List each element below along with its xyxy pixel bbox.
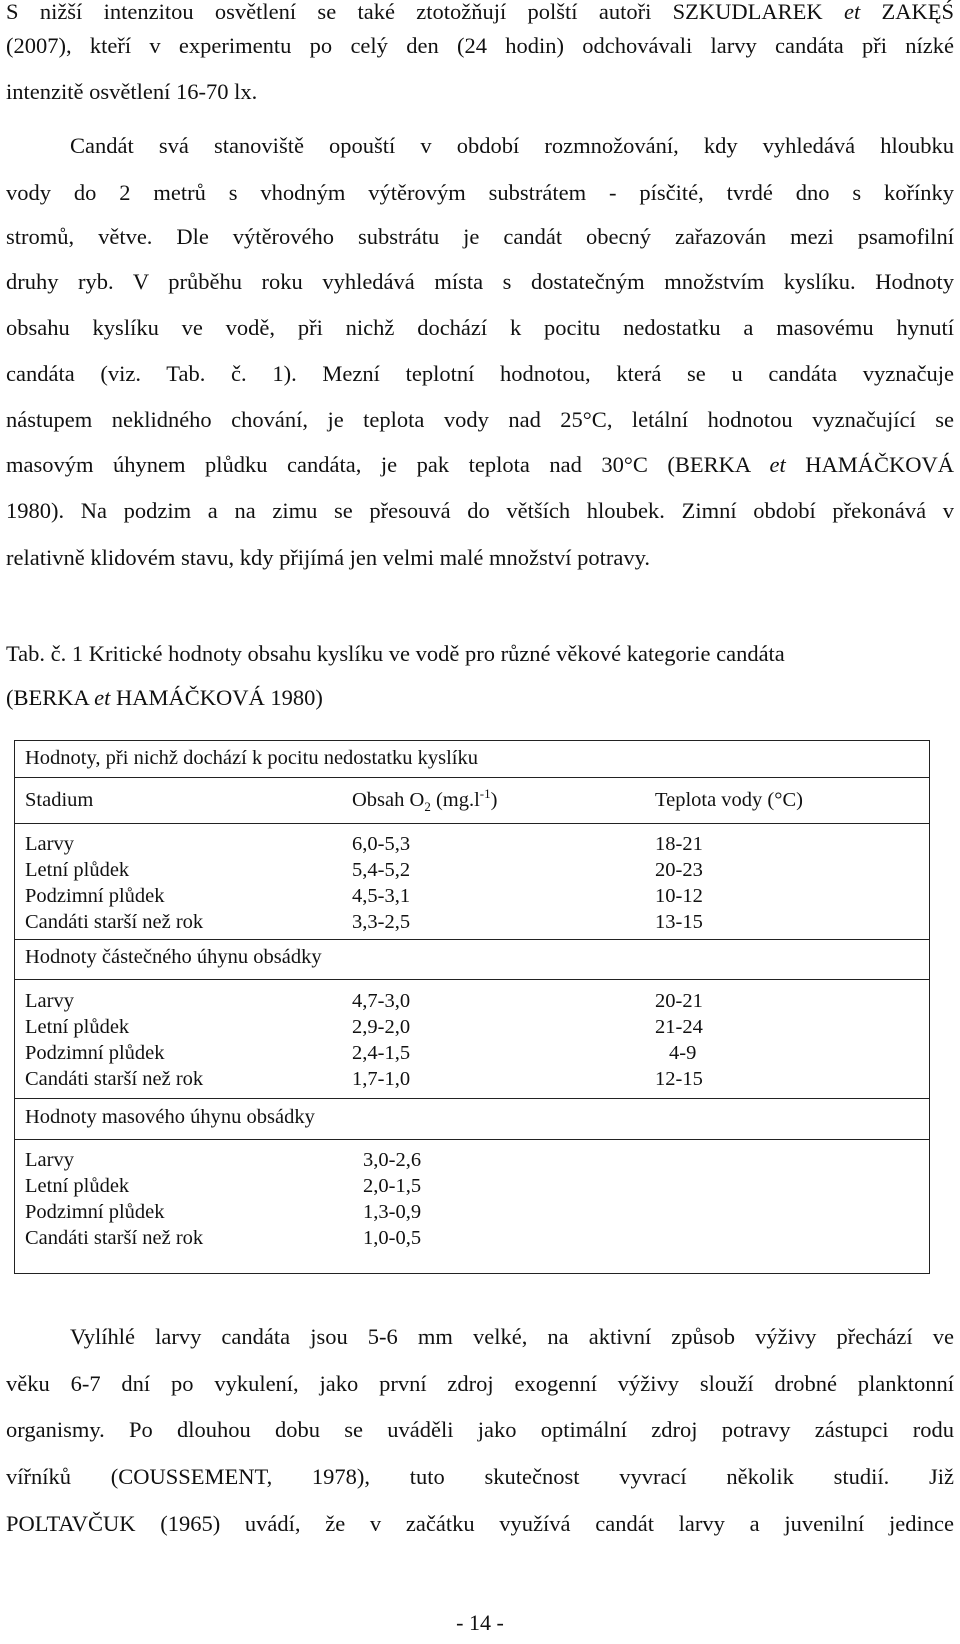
text-line: organismy. Po dlouhou dobu se uváděli jako optimální zdroj potravy zástupci rodu: [6, 1417, 954, 1442]
text-line: Candát svá stanoviště opouští v období rozmnožování, kdy vyhledává hloubku: [70, 133, 954, 158]
table-row: Candáti starší než rok 3,3-2,5 13-15: [25, 911, 703, 933]
table-row: Letní plůdek 2,0-1,5: [25, 1175, 422, 1197]
text-line: (2007), kteří v experimentu po celý den (24 hodin) odchovávali larvy candáta při nízké: [6, 33, 954, 58]
table-row: Larvy 3,0-2,6: [25, 1149, 422, 1171]
text-line: věku 6-7 dní po vykulení, jako první zdroj exogenní výživy slouží drobné planktonní: [6, 1371, 954, 1396]
text-line: 1980). Na podzim a na zimu se přesouvá do větších hloubek. Zimní období překonává v: [6, 498, 954, 523]
caption-line: Tab. č. 1 Kritické hodnoty obsahu kyslíku ve vodě pro různé věkové kategorie candáta: [6, 641, 785, 666]
table-section-title: Hodnoty částečného úhynu obsádky: [25, 946, 322, 968]
table-section-title: Hodnoty, při nichž dochází k pocitu nedostatku kyslíku: [25, 747, 479, 769]
table-row: Podzimní plůdek 2,4-1,5 4-9: [25, 1042, 697, 1064]
text-line: vody do 2 metrů s vhodným výtěrovým substrátem - písčité, tvrdé dno s kořínky: [6, 180, 954, 205]
text-line: druhy ryb. V průběhu roku vyhledává místa s dostatečným množstvím kyslíku. Hodnoty: [6, 269, 954, 294]
text-line: candáta (viz. Tab. č. 1). Mezní teplotní hodnotou, která se u candáta vyznačuje: [6, 361, 954, 386]
text-line: obsahu kyslíku ve vodě, při nichž dochází k pocitu nedostatku a masovému hynutí: [6, 315, 954, 340]
header-obsah: Obsah $O_2$ $(mg.l^{-1})$: [352, 786, 498, 815]
table-row: Letní plůdek 2,9-2,0 21-24: [25, 1016, 703, 1038]
caption-line: (BERKA et HAMÁČKOVÁ 1980): [6, 685, 323, 710]
text-line: POLTAVČUK (1965) uvádí, že v začátku využívá candát larvy a juvenilní jedince: [6, 1511, 954, 1536]
table-divider: [15, 1139, 929, 1140]
oxygen-table: [14, 740, 930, 1274]
table-divider: [15, 979, 929, 980]
text-line: S nižší intenzitou osvětlení se také ztotožňují polští autoři SZKUDLAREK et ZAKĘŚ: [6, 0, 955, 24]
table-row: Podzimní plůdek 4,5-3,1 10-12: [25, 885, 703, 907]
text-line: intenzitě osvětlení 16-70 lx.: [6, 79, 258, 104]
table-row: Larvy 4,7-3,0 20-21: [25, 990, 703, 1012]
text-line: vířníků (COUSSEMENT, 1978), tuto skutečnost vyvrací několik studií. Již: [6, 1464, 954, 1489]
table-row: Podzimní plůdek 1,3-0,9: [25, 1201, 422, 1223]
text-line: Vylíhlé larvy candáta jsou 5-6 mm velké, na aktivní způsob výživy přechází ve: [70, 1324, 954, 1349]
table-divider: [15, 1098, 929, 1099]
table-divider: [15, 939, 929, 940]
table-row: Candáti starší než rok 1,0-0,5: [25, 1227, 422, 1249]
table-row: Letní plůdek 5,4-5,2 20-23: [25, 859, 703, 881]
table-row: Candáti starší než rok 1,7-1,0 12-15: [25, 1068, 703, 1090]
text-line: stromů, větve. Dle výtěrového substrátu je candát obecný zařazován mezi psamofilní: [6, 224, 954, 249]
page-number: - 14 -: [456, 1610, 504, 1635]
table-row: Larvy 6,0-5,3 18-21: [25, 833, 703, 855]
text-line: nástupem neklidného chování, je teplota vody nad 25°C, letální hodnotou vyznačující se: [6, 407, 954, 432]
table-divider: [15, 823, 929, 824]
text-line: relativně klidovém stavu, kdy přijímá jen velmi malé množství potravy.: [6, 545, 651, 570]
table-section-title: Hodnoty masového úhynu obsádky: [25, 1106, 315, 1128]
text-line: masovým úhynem plůdku candáta, je pak teplota nad 30°C (BERKA et HAMÁČKOVÁ: [6, 452, 955, 477]
table-header-row: Stadium Obsah $O_2$ $(mg.l^{-1})$ Teplota vody (°C): [25, 786, 803, 815]
table-divider: [15, 777, 929, 778]
